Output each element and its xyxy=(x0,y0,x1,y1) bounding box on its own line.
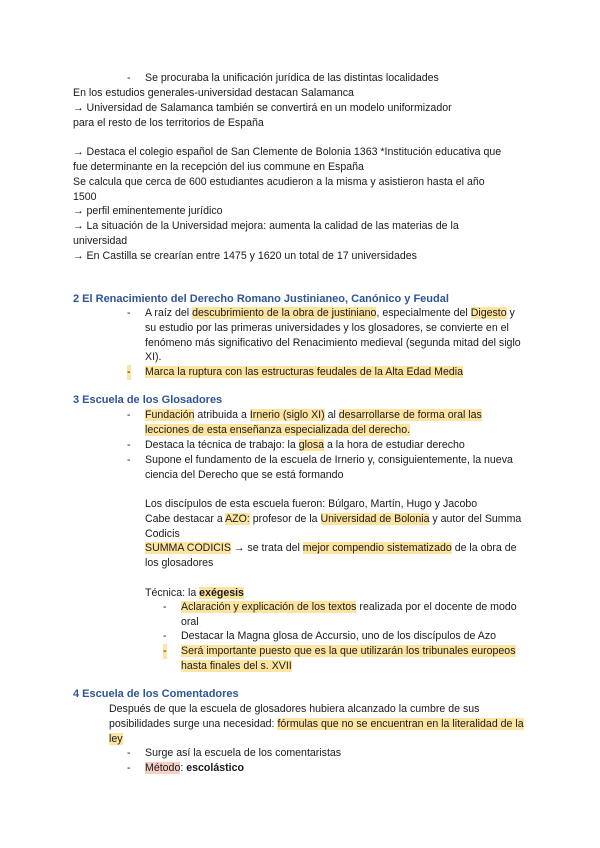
text-line: En los estudios generales-universidad destacan Salamanca xyxy=(73,87,354,99)
text-line: → Universidad de Salamanca también se convertirá en un modelo uniformizador xyxy=(73,101,452,114)
text-span: Después de que la escuela de glosadores hubiera alcanzado la cumbre de sus posibilidades surge una necesidad: xyxy=(109,703,480,730)
bullet-text: Supone el fundamento de la escuela de Irnerio y, consiguientemente, la nueva ciencia del Derecho que se está formando xyxy=(145,454,513,481)
bullet-text xyxy=(145,408,527,438)
text-line xyxy=(145,512,527,542)
text-line: → Destaca el colegio español de San Clemente de Bolonia 1363 *Institución educativa que xyxy=(73,146,502,159)
text-line xyxy=(145,586,527,601)
bullet-dash: - xyxy=(163,630,167,642)
section-heading: 3 Escuela de los Glosadores xyxy=(73,394,223,406)
highlight-span: Método xyxy=(145,762,181,774)
text-span: al xyxy=(324,409,339,421)
text-span: atribuida a xyxy=(194,409,250,421)
bullet-text xyxy=(145,761,527,776)
highlight-span: Marca la ruptura con las estructuras feudales de la Alta Edad Media xyxy=(145,366,463,378)
text-line: universidad xyxy=(73,234,128,247)
bullet-dash: - xyxy=(127,72,131,84)
text-line: Se calcula que cerca de 600 estudiantes acudieron a la misma y asistieron hasta el año xyxy=(73,175,485,188)
list-item xyxy=(163,629,527,644)
bullet-dash: - xyxy=(127,307,131,319)
highlight-span: Será importante puesto que es la que utilizarán los tribunales europeos hasta finales del s. XVII xyxy=(181,645,516,672)
text-span: realizada por el docente de modo oral xyxy=(181,601,517,628)
highlight-span: descubrimiento de la obra de justiniano xyxy=(192,307,377,319)
bullet-dash: - xyxy=(127,366,131,378)
text-span: → se trata del xyxy=(230,542,303,555)
text-line xyxy=(109,702,529,746)
text-line: → perfil eminentemente jurídico xyxy=(73,205,223,218)
intro-paragraph xyxy=(73,86,553,264)
highlight-span: Irnerio (siglo XI) xyxy=(249,409,325,421)
text-line: 1500 xyxy=(73,190,97,203)
bullet-text xyxy=(145,438,527,453)
bullet-text xyxy=(145,365,527,380)
bold-span: escolástico xyxy=(186,762,244,774)
text-span: y su estudio por las primeras universidades y los glosadores, se convierte en el fenómeno más significativo del Renacimiento medieval (segunda mitad del siglo XI). xyxy=(145,307,521,364)
text-line: → La situación de la Universidad mejora: aumenta la calidad de las materias de la xyxy=(73,220,459,233)
list-item xyxy=(163,600,527,630)
text-line: fue determinante en la recepción del ius commune en España xyxy=(73,160,364,173)
bullet-dash: - xyxy=(127,762,131,774)
text-span: A raíz del xyxy=(145,307,193,319)
list-item xyxy=(127,71,547,86)
list-item xyxy=(127,453,527,483)
text-span: Técnica: la xyxy=(145,586,200,599)
highlight-span: Digesto xyxy=(470,307,507,319)
highlight-span: fórmulas que no se encuentran en la literalidad de la ley xyxy=(109,717,524,745)
bullet-text: Surge así la escuela de los comentaristas xyxy=(145,747,342,759)
text-span: de la obra de los glosadores xyxy=(145,542,517,570)
highlight-span: Aclaración y explicación de los textos xyxy=(181,601,357,613)
highlight-span: mejor compendio sistematizado xyxy=(302,542,452,555)
text-line xyxy=(145,541,527,571)
list-item xyxy=(127,408,527,438)
list-item xyxy=(163,644,527,674)
list-item xyxy=(127,306,527,365)
text-span: Cabe destacar a xyxy=(145,512,226,525)
bullet-dash: - xyxy=(127,409,131,421)
section-heading: 4 Escuela de los Comentadores xyxy=(73,688,239,700)
highlight-span: exégesis xyxy=(199,586,244,599)
bullet-text xyxy=(181,644,527,674)
bullet-dash: - xyxy=(127,747,131,759)
highlight-span: AZO: xyxy=(225,512,250,525)
text-line: para el resto de los territorios de España xyxy=(73,116,264,129)
bullet-dash: - xyxy=(163,601,167,613)
bullet-text: Se procuraba la unificación jurídica de las distintas localidades xyxy=(145,72,439,84)
list-item xyxy=(127,438,527,453)
text-span: , especialmente del xyxy=(376,307,471,319)
bullet-text xyxy=(145,306,527,365)
highlight-span: desarrollarse de forma oral las lecciones de esta enseñanza especializada del derecho. xyxy=(145,409,482,436)
text-span: Destaca la técnica de trabajo: la xyxy=(145,439,299,451)
list-item xyxy=(127,761,527,776)
bullet-dash: - xyxy=(163,645,167,657)
section-heading: 2 El Renacimiento del Derecho Romano Justinianeo, Canónico y Feudal xyxy=(73,293,449,305)
text-span: a la hora de estudiar derecho xyxy=(324,439,465,451)
text-span: profesor de la xyxy=(249,512,321,525)
bullet-text: Destacar la Magna glosa de Accursio, uno de los discípulos de Azo xyxy=(181,630,497,642)
paragraph xyxy=(145,497,527,601)
text-line: Los discípulos de esta escuela fueron: Búlgaro, Martín, Hugo y Jacobo xyxy=(145,498,478,510)
bullet-text xyxy=(181,600,527,630)
paragraph xyxy=(109,702,529,746)
bullet-dash: - xyxy=(127,439,131,451)
bullet-dash: - xyxy=(127,454,131,466)
highlight-span: SUMMA CODICIS xyxy=(145,542,231,555)
highlight-span: Fundación xyxy=(145,409,195,421)
list-item xyxy=(127,746,527,761)
text-line: → En Castilla se crearían entre 1475 y 1620 un total de 17 universidades xyxy=(73,249,417,262)
highlight-span: Universidad de Bolonia xyxy=(320,512,430,525)
list-item xyxy=(127,365,527,380)
text-span: y autor del Summa Codicis xyxy=(145,512,522,540)
highlight-span: glosa xyxy=(298,439,325,451)
text-span: : xyxy=(180,762,187,774)
